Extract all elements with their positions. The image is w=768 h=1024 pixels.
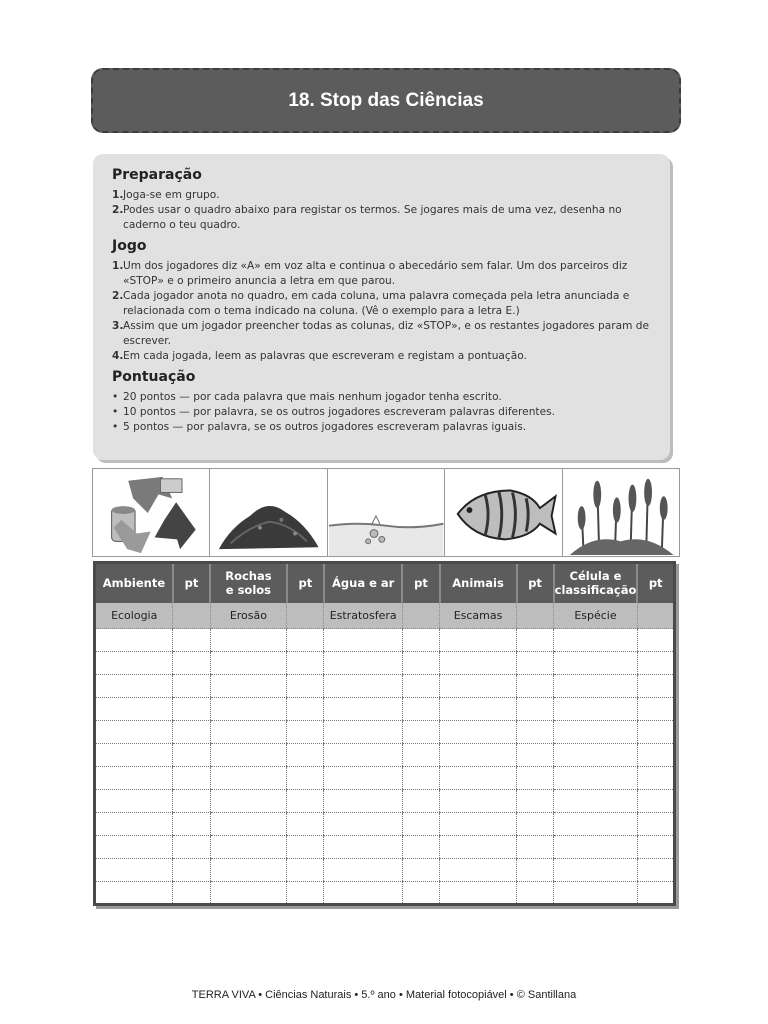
col-rochas xyxy=(210,563,287,603)
table-cell[interactable] xyxy=(324,744,403,767)
table-cell[interactable] xyxy=(637,767,674,790)
table-cell[interactable] xyxy=(440,652,517,675)
list-item xyxy=(112,289,652,319)
example-cell xyxy=(287,603,324,629)
table-row xyxy=(95,629,675,652)
example-cell: Ecologia xyxy=(95,603,173,629)
header-line: Rochas xyxy=(225,569,272,584)
table-cell[interactable] xyxy=(95,721,173,744)
table-cell[interactable] xyxy=(517,744,554,767)
table-cell[interactable] xyxy=(637,698,674,721)
table-cell[interactable] xyxy=(210,721,287,744)
example-cell xyxy=(637,603,674,629)
table-cell[interactable] xyxy=(554,813,638,836)
table-cell[interactable] xyxy=(173,652,210,675)
table-cell[interactable] xyxy=(440,629,517,652)
example-cell xyxy=(173,603,210,629)
table-cell[interactable] xyxy=(173,836,210,859)
table-cell[interactable] xyxy=(287,767,324,790)
list-item xyxy=(112,390,652,405)
table-cell[interactable] xyxy=(554,744,638,767)
col-pt: pt xyxy=(173,563,210,603)
table-cell[interactable] xyxy=(210,675,287,698)
table-cell[interactable] xyxy=(402,629,439,652)
table-cell[interactable] xyxy=(517,859,554,882)
example-cell: Escamas xyxy=(440,603,517,629)
list-item xyxy=(112,188,652,203)
col-agua: Água e ar xyxy=(324,563,403,603)
list-item xyxy=(112,349,652,364)
table-row xyxy=(95,790,675,813)
table-cell[interactable] xyxy=(440,744,517,767)
recycling-icon xyxy=(93,469,209,556)
table-cell[interactable] xyxy=(173,675,210,698)
image-rochas xyxy=(210,469,327,556)
table-cell[interactable] xyxy=(210,698,287,721)
table-cell[interactable] xyxy=(637,652,674,675)
example-cell xyxy=(517,603,554,629)
table-cell[interactable] xyxy=(173,698,210,721)
lavender-plant-icon xyxy=(563,469,679,556)
table-cell[interactable] xyxy=(95,859,173,882)
table-row xyxy=(95,836,675,859)
table-cell[interactable] xyxy=(440,721,517,744)
table-cell[interactable] xyxy=(402,721,439,744)
table-cell[interactable] xyxy=(440,790,517,813)
table-cell[interactable] xyxy=(517,698,554,721)
table-cell[interactable] xyxy=(402,675,439,698)
pontuacao-list xyxy=(112,390,652,435)
jogo-heading: Jogo xyxy=(112,238,147,254)
table-cell[interactable] xyxy=(324,790,403,813)
fish-icon xyxy=(445,469,561,556)
item-text: Joga-se em grupo. xyxy=(123,189,220,201)
table-cell[interactable] xyxy=(287,675,324,698)
table-cell[interactable] xyxy=(324,652,403,675)
table-cell[interactable] xyxy=(554,882,638,905)
stop-table xyxy=(93,561,676,906)
table-cell[interactable] xyxy=(517,675,554,698)
table-cell[interactable] xyxy=(95,882,173,905)
item-text: 10 pontos — por palavra, se os outros jogadores escreveram palavras diferentes. xyxy=(123,406,555,418)
table-cell[interactable] xyxy=(173,767,210,790)
table-cell[interactable] xyxy=(440,859,517,882)
table-cell[interactable] xyxy=(210,836,287,859)
bullet: • xyxy=(112,391,119,403)
table-cell[interactable] xyxy=(554,698,638,721)
table-cell[interactable] xyxy=(324,882,403,905)
table-cell[interactable] xyxy=(95,767,173,790)
table-cell[interactable] xyxy=(517,790,554,813)
table-cell[interactable] xyxy=(637,675,674,698)
table-cell[interactable] xyxy=(517,652,554,675)
table-cell[interactable] xyxy=(517,882,554,905)
item-text: Um dos jogadores diz «A» em voz alta e continua o abecedário sem falar. Um dos parceiros diz «STOP» e o primeiro anuncia a letra em que parou. xyxy=(123,260,628,287)
list-item xyxy=(112,203,652,233)
table-cell[interactable] xyxy=(402,652,439,675)
table-cell[interactable] xyxy=(554,675,638,698)
item-text: Podes usar o quadro abaixo para registar os termos. Se jogares mais de uma vez, desenha no caderno o teu quadro. xyxy=(123,204,622,231)
list-item xyxy=(112,259,652,289)
table-cell[interactable] xyxy=(554,629,638,652)
table-cell[interactable] xyxy=(637,790,674,813)
table-cell[interactable] xyxy=(324,767,403,790)
preparacao-heading: Preparação xyxy=(112,167,202,183)
bullet: • xyxy=(112,406,119,418)
table-cell[interactable] xyxy=(287,882,324,905)
table-cell[interactable] xyxy=(637,859,674,882)
table-cell[interactable] xyxy=(637,813,674,836)
col-pt: pt xyxy=(402,563,439,603)
table-cell[interactable] xyxy=(95,744,173,767)
table-row xyxy=(95,675,675,698)
title-banner xyxy=(91,68,681,133)
table-cell[interactable] xyxy=(440,813,517,836)
example-cell: Estratosfera xyxy=(324,603,403,629)
table-cell[interactable] xyxy=(173,790,210,813)
table-cell[interactable] xyxy=(324,836,403,859)
table-cell[interactable] xyxy=(554,721,638,744)
image-agua xyxy=(328,469,445,556)
item-text: 5 pontos — por palavra, se os outros jogadores escreveram palavras iguais. xyxy=(123,421,527,433)
table-cell[interactable] xyxy=(173,629,210,652)
table-cell[interactable] xyxy=(402,698,439,721)
table-cell[interactable] xyxy=(210,790,287,813)
table-cell[interactable] xyxy=(402,836,439,859)
col-pt: pt xyxy=(637,563,674,603)
table-row xyxy=(95,721,675,744)
table-cell[interactable] xyxy=(287,744,324,767)
table-cell[interactable] xyxy=(95,790,173,813)
table-cell[interactable] xyxy=(173,882,210,905)
table-cell[interactable] xyxy=(210,859,287,882)
header-line: classificação xyxy=(554,583,637,598)
table-cell[interactable] xyxy=(287,836,324,859)
table-cell[interactable] xyxy=(554,652,638,675)
table-cell[interactable] xyxy=(554,859,638,882)
example-row xyxy=(95,603,675,629)
table-row xyxy=(95,744,675,767)
item-number: 2. xyxy=(112,204,124,216)
table-cell[interactable] xyxy=(324,629,403,652)
table-cell[interactable] xyxy=(173,721,210,744)
item-text: Em cada jogada, leem as palavras que escreveram e registam a pontuação. xyxy=(123,350,527,362)
image-celula xyxy=(563,469,679,556)
table-cell[interactable] xyxy=(637,721,674,744)
table-cell[interactable] xyxy=(402,744,439,767)
table-cell[interactable] xyxy=(554,836,638,859)
table-cell[interactable] xyxy=(173,859,210,882)
table-cell[interactable] xyxy=(637,744,674,767)
table-cell[interactable] xyxy=(402,859,439,882)
table-cell[interactable] xyxy=(287,813,324,836)
preparacao-list xyxy=(112,188,652,233)
item-number: 4. xyxy=(112,350,124,362)
image-ambiente xyxy=(93,469,210,556)
col-celula xyxy=(554,563,638,603)
table-row xyxy=(95,859,675,882)
page-title: 18. Stop das Ciências xyxy=(288,89,484,111)
table-cell[interactable] xyxy=(173,744,210,767)
table-cell[interactable] xyxy=(95,675,173,698)
col-ambiente: Ambiente xyxy=(95,563,173,603)
table-cell[interactable] xyxy=(440,882,517,905)
list-item xyxy=(112,420,652,435)
item-text: 20 pontos — por cada palavra que mais nenhum jogador tenha escrito. xyxy=(123,391,502,403)
page-footer: TERRA VIVA • Ciências Naturais • 5.º ano • Material fotocopiável • © Santillana xyxy=(191,989,577,1001)
table-row xyxy=(95,698,675,721)
table-cell[interactable] xyxy=(173,813,210,836)
pontuacao-heading: Pontuação xyxy=(112,369,196,385)
bullet: • xyxy=(112,421,119,433)
table-cell[interactable] xyxy=(517,721,554,744)
table-row xyxy=(95,813,675,836)
table-cell[interactable] xyxy=(324,813,403,836)
water-splash-icon xyxy=(328,469,444,556)
table-row xyxy=(95,652,675,675)
jogo-list xyxy=(112,259,652,364)
table-cell[interactable] xyxy=(637,882,674,905)
table-cell[interactable] xyxy=(440,836,517,859)
table-cell[interactable] xyxy=(210,882,287,905)
table-cell[interactable] xyxy=(95,652,173,675)
table-cell[interactable] xyxy=(95,629,173,652)
table-cell[interactable] xyxy=(554,790,638,813)
item-text: Assim que um jogador preencher todas as colunas, diz «STOP», e os restantes jogadores param de escrever. xyxy=(123,320,650,347)
table-cell[interactable] xyxy=(287,859,324,882)
table-cell[interactable] xyxy=(517,836,554,859)
col-animais: Animais xyxy=(440,563,517,603)
table-cell[interactable] xyxy=(402,813,439,836)
table-cell[interactable] xyxy=(637,836,674,859)
table-cell[interactable] xyxy=(324,859,403,882)
list-item xyxy=(112,405,652,420)
table-cell[interactable] xyxy=(287,698,324,721)
col-pt: pt xyxy=(517,563,554,603)
item-number: 1. xyxy=(112,189,124,201)
table-cell[interactable] xyxy=(637,629,674,652)
table-cell[interactable] xyxy=(440,675,517,698)
table-cell[interactable] xyxy=(95,836,173,859)
example-cell: Erosão xyxy=(210,603,287,629)
table-cell[interactable] xyxy=(440,698,517,721)
table-cell[interactable] xyxy=(517,813,554,836)
header-line: e solos xyxy=(225,583,272,598)
header-line: Célula e xyxy=(569,569,622,584)
table-cell[interactable] xyxy=(440,767,517,790)
table-cell[interactable] xyxy=(95,813,173,836)
table-cell[interactable] xyxy=(210,629,287,652)
table-cell[interactable] xyxy=(324,698,403,721)
example-cell: Espécie xyxy=(554,603,638,629)
table-cell[interactable] xyxy=(287,790,324,813)
list-item xyxy=(112,319,652,349)
table-cell[interactable] xyxy=(210,744,287,767)
table-cell[interactable] xyxy=(402,882,439,905)
col-pt: pt xyxy=(287,563,324,603)
image-animais xyxy=(445,469,562,556)
table-cell[interactable] xyxy=(517,767,554,790)
table-cell[interactable] xyxy=(95,698,173,721)
item-number: 2. xyxy=(112,290,124,302)
table-cell[interactable] xyxy=(287,721,324,744)
table-cell[interactable] xyxy=(554,767,638,790)
table-cell[interactable] xyxy=(210,767,287,790)
item-text: Cada jogador anota no quadro, em cada coluna, uma palavra começada pela letra anunciada e relacionada com o tema indicado na coluna. (Vê o exemplo para a letra E.) xyxy=(123,290,630,317)
item-number: 3. xyxy=(112,320,124,332)
table-cell[interactable] xyxy=(210,813,287,836)
table-cell[interactable] xyxy=(287,652,324,675)
theme-images xyxy=(92,468,680,557)
soil-pile-icon xyxy=(210,469,326,556)
table-cell[interactable] xyxy=(324,675,403,698)
table-cell[interactable] xyxy=(517,629,554,652)
table-cell[interactable] xyxy=(210,652,287,675)
table-row xyxy=(95,882,675,905)
table-cell[interactable] xyxy=(287,629,324,652)
item-number: 1. xyxy=(112,260,124,272)
table-cell[interactable] xyxy=(402,767,439,790)
table-cell[interactable] xyxy=(324,721,403,744)
table-cell[interactable] xyxy=(402,790,439,813)
instructions-box xyxy=(93,154,670,460)
table-row xyxy=(95,767,675,790)
table-header-row xyxy=(95,563,675,603)
example-cell xyxy=(402,603,439,629)
